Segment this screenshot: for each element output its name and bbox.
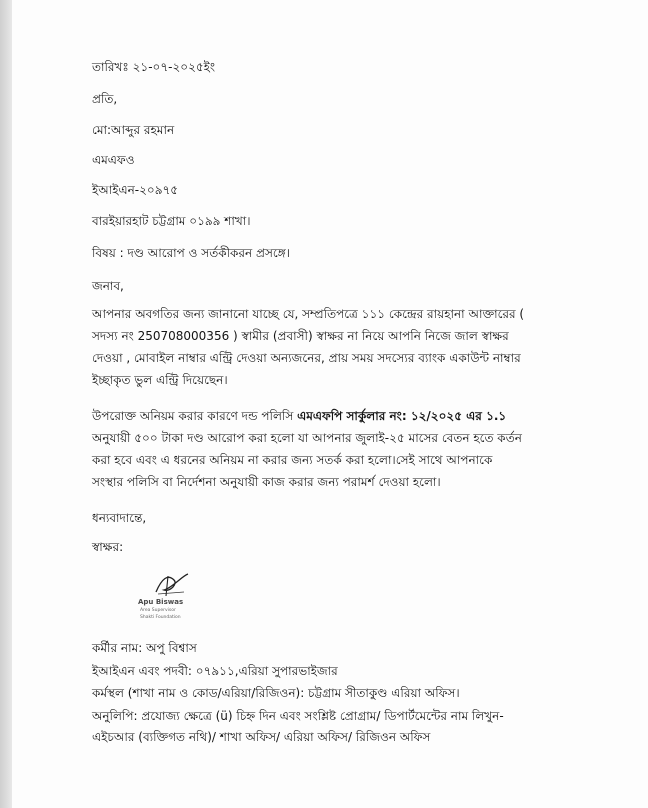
- to-label: প্রতি,: [92, 92, 118, 106]
- paragraph-line: করা হবে এবং এ ধরনের অনিয়ম না করার জন্য সতর্ক করা হলো।সেই সাথে আপনাকে: [92, 453, 493, 467]
- signature-scrawl-icon: [152, 570, 192, 600]
- copy-line-2: এইচআর (ব্যক্তিগত নথি)/ শাখা অফিস/ এরিয়া অফিস/ রিজিওন অফিস: [92, 730, 431, 744]
- employee-name: কর্মীর নাম: অপু বিশ্বাস: [92, 641, 197, 655]
- body-paragraph-1: [92, 303, 638, 391]
- paragraph-line: ইচ্ছাকৃত ভুল এন্ট্রি দিয়েছেন।: [92, 373, 228, 387]
- paragraph-line: সংস্থার পলিসি বা নির্দেশনা অনুযায়ী কাজ করার জন্য পরামর্শ দেওয়া হলো।: [92, 475, 441, 489]
- copy-line-1: অনুলিপি: প্রযোজ্য ক্ষেত্রে (ü) চিহ্ন দিন এবং সংশ্লিষ্ট প্রোগ্রাম/ ডিপার্টমেন্টের নাম লিখুন-: [92, 709, 504, 723]
- signature-label: স্বাক্ষর:: [92, 540, 124, 554]
- letter-page: [12, 0, 648, 808]
- stamp-name: Apu Biswas: [138, 598, 184, 606]
- recipient-branch: বারইয়ারহাট চট্টগ্রাম ০১৯৯ শাখা।: [92, 214, 251, 228]
- circular-reference: এমএফপি সার্কুলার নং: ১২/২০২৫ এর ১.১: [297, 409, 507, 423]
- employee-ein: ইআইএন এবং পদবী: ০৭৯১১,এরিয়া সুপারভাইজার: [92, 664, 338, 678]
- paragraph-line: সদস্য নং 250708000356 ) স্বামীর (প্রবাসী) স্বাক্ষর না নিয়ে আপনি নিজে জাল স্বাক্ষর: [92, 329, 509, 343]
- paragraph-line: [92, 405, 638, 427]
- salutation: জনাব,: [92, 279, 124, 293]
- recipient-id: ইআইএন-২০৯৭৫: [92, 183, 179, 197]
- paragraph-line: অনুযায়ী ৫০০ টাকা দণ্ড আরোপ করা হলো যা আপনার জুলাই-২৫ মাসের বেতন হতে কর্তন: [92, 431, 522, 445]
- body-paragraph-2: [92, 405, 638, 493]
- stamp-title: Area Supervisor: [140, 608, 176, 613]
- recipient-designation: এমএফও: [92, 153, 135, 167]
- paragraph-line: আপনার অবগতির জন্য জানানো যাচ্ছে যে, সম্প্রতিপত্রে ১১১ কেন্দ্রের রায়হানা আক্তারের (: [92, 307, 525, 321]
- workplace: কর্মস্থল (শাখা নাম ও কোড/এরিয়া/রিজিওন): চট্টগ্রাম সীতাকুণ্ড এরিয়া অফিস।: [92, 686, 460, 700]
- paragraph-line: দেওয়া , মোবাইল নাম্বার এন্ট্রি দেওয়া অন্যজনের, প্রায় সময় সদস্যের ব্যাংক একাউন্ট নাম্বার: [92, 351, 521, 365]
- policy-text: উপরোক্ত অনিয়ম করার কারণে দন্ড পলিসি: [92, 409, 298, 423]
- subject-line: বিষয় : দণ্ড আরোপ ও সর্তকীকরন প্রসঙ্গে।: [92, 246, 290, 260]
- closing: ধন্যবাদান্তে,: [92, 511, 147, 525]
- date-line: তারিখঃ ২১-০৭-২০২৫ইং: [92, 60, 216, 74]
- signature-stamp: [138, 570, 218, 636]
- recipient-name: মো:আব্দুর রহমান: [92, 123, 175, 137]
- stamp-org: Shakti Foundation: [140, 615, 181, 620]
